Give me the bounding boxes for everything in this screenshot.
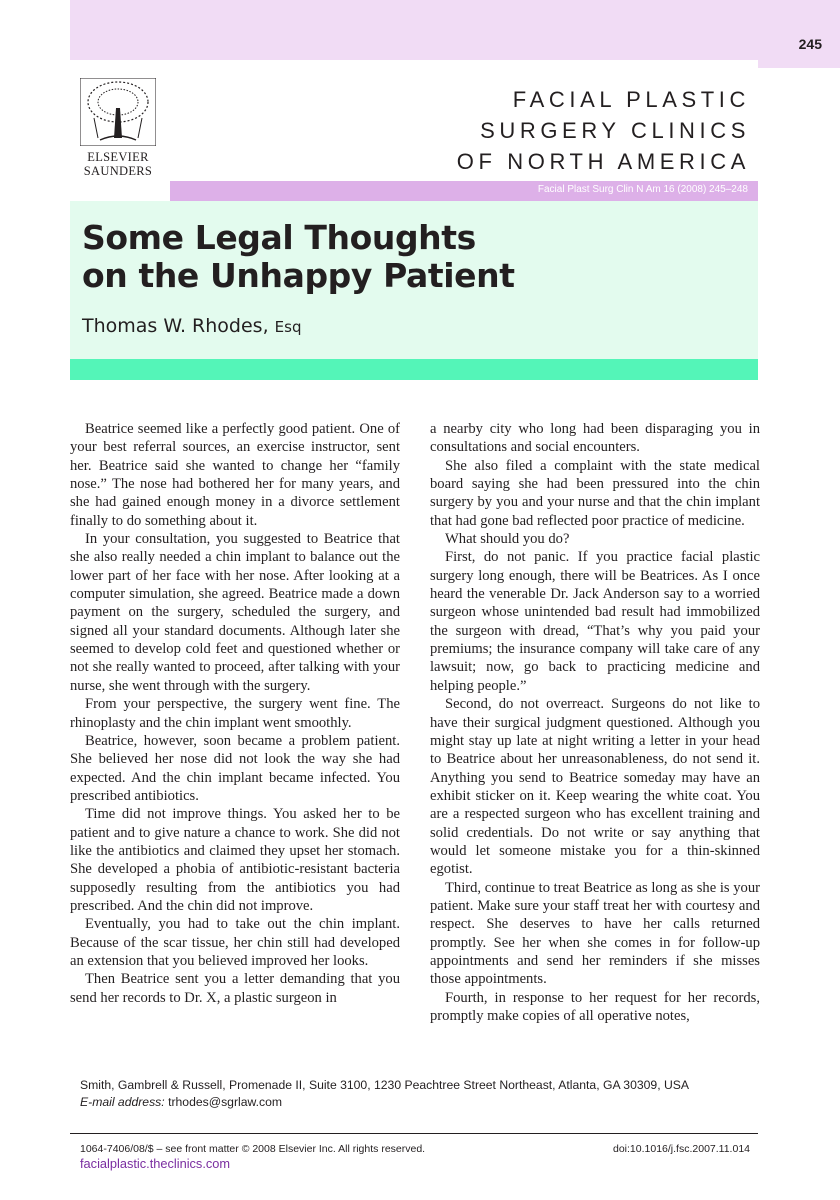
- body-paragraph: Beatrice, however, soon became a problem patient. She believed her nose did not look the way she had expected. And the chin implant became infected. You prescribed antibiotics.: [70, 732, 400, 804]
- header-band: [70, 0, 758, 60]
- page-number: 245: [798, 36, 822, 52]
- citation: Facial Plast Surg Clin N Am 16 (2008) 245–248: [537, 184, 748, 195]
- page-number-tab: [758, 0, 840, 68]
- publisher-name: ELSEVIER: [87, 150, 149, 164]
- copyright-notice: 1064-7406/08/$ – see front matter © 2008 Elsevier Inc. All rights reserved.: [80, 1143, 426, 1155]
- citation-bar: [170, 181, 758, 201]
- author-affiliation: [80, 1077, 752, 1111]
- accent-bar: [70, 359, 758, 380]
- body-paragraph: First, do not panic. If you practice facial plastic surgery long enough, there will be Beatrices. As I once heard the venerable Dr. Jack Anderson say to a worried surgeon whose unintended bad result had immobilized the surgeon with dread, “That’s why you paid your premiums; the insurance company will take care of any lawsuit; now, go back to practicing medicine and helping people.”: [430, 549, 760, 694]
- body-paragraph: In your consultation, you suggested to Beatrice that she also really needed a chin implant to balance out the lower part of her face with her nose. After looking at a computer simulation, she agreed. Beatrice made a down payment on the surgery, scheduled the surgery, and signed all your standard documents. Although later she seemed to develop cold feet and questioned whether or not she really wanted to proceed, after talking with your nurse, she went through with the surgery.: [70, 531, 400, 694]
- body-paragraph: Second, do not overreact. Surgeons do not like to have their surgical judgment questioned. Although you might stay up late at night writing a letter in your head to Beatrice about her unreasonableness, do not send it. Anything you send to Beatrice someday may have an exhibit sticker on it. Keep wearing the white coat. You are a respected surgeon who has excellent training and solid credentials. Do not write or say anything that would let someone mistake you for a thin-skinned egotist.: [430, 696, 760, 878]
- page-footer: [80, 1142, 750, 1171]
- article-title-line: on the Unhappy Patient: [82, 256, 515, 295]
- journal-name-line: SURGERY CLINICS: [480, 118, 750, 143]
- article-title: [82, 219, 515, 295]
- body-paragraph: Time did not improve things. You asked her to be patient and to give nature a chance to work. She did not like the antibiotics and claimed they upset her stomach. She developed a phobia of antibiotic-resistant bacteria supposedly resulting from the antibiotics you had prescribed. And the chin did not improve.: [70, 806, 400, 914]
- body-paragraph: From your perspective, the surgery went fine. The rhinoplasty and the chin implant went smoothly.: [70, 696, 400, 731]
- body-column-right: [430, 420, 760, 1025]
- journal-name-line: OF NORTH AMERICA: [456, 149, 750, 174]
- body-paragraph: Third, continue to treat Beatrice as long as she is your patient. Make sure your staff treat her with courtesy and respect. She deserves to have her calls returned promptly. See her when she comes in for follow-up appointments and send her reminders if she misses those appointments.: [430, 879, 760, 988]
- body-paragraph: What should you do?: [445, 531, 570, 548]
- title-block: [70, 201, 758, 359]
- elsevier-tree-icon: [80, 78, 156, 146]
- body-paragraph: Fourth, in response to her request for her records, promptly make copies of all operative notes,: [430, 989, 760, 1024]
- body-paragraph: Beatrice seemed like a perfectly good patient. One of your best referral sources, an exercise instructor, sent her. Beatrice said she wanted to change her “family nose.” The nose had bothered her for many years, and she had gained enough money in a divorce settlement finally to do something about it.: [70, 421, 400, 529]
- author-degree: Esq: [274, 318, 302, 336]
- publisher-imprint: SAUNDERS: [83, 164, 153, 178]
- body-paragraph-continued: a nearby city who long had been disparaging you in consultations and social encounters.: [430, 421, 760, 456]
- email-address[interactable]: trhodes@sgrlaw.com: [168, 1095, 283, 1109]
- journal-url-link[interactable]: facialplastic.theclinics.com: [80, 1156, 231, 1171]
- author-line: [82, 315, 301, 337]
- body-paragraph: She also filed a complaint with the state medical board saying she had been pressured into the chin surgery by you and your nurse and that the chin implant that had gone bad reflected poor practice of medicine.: [430, 457, 760, 529]
- footer-divider: [70, 1133, 758, 1134]
- affiliation-address: Smith, Gambrell & Russell, Promenade II, Suite 3100, 1230 Peachtree Street Northeast, Atlanta, GA 30309, USA: [80, 1078, 690, 1092]
- body-column-left: [70, 420, 400, 1007]
- body-paragraph: Then Beatrice sent you a letter demanding that you send her records to Dr. X, a plastic surgeon in: [70, 971, 400, 1006]
- author-name: Thomas W. Rhodes,: [82, 315, 269, 337]
- affiliation-email-line: [80, 1094, 752, 1111]
- doi: doi:10.1016/j.fsc.2007.11.014: [613, 1143, 750, 1155]
- body-paragraph: Eventually, you had to take out the chin implant. Because of the scar tissue, her chin still had developed an extension that you believed improved her looks.: [70, 916, 400, 969]
- email-label: E-mail address:: [80, 1095, 165, 1109]
- journal-name-line: FACIAL PLASTIC: [512, 87, 750, 112]
- article-title-line: Some Legal Thoughts: [82, 218, 476, 257]
- journal-name: [457, 84, 750, 177]
- elsevier-logo: [78, 78, 158, 178]
